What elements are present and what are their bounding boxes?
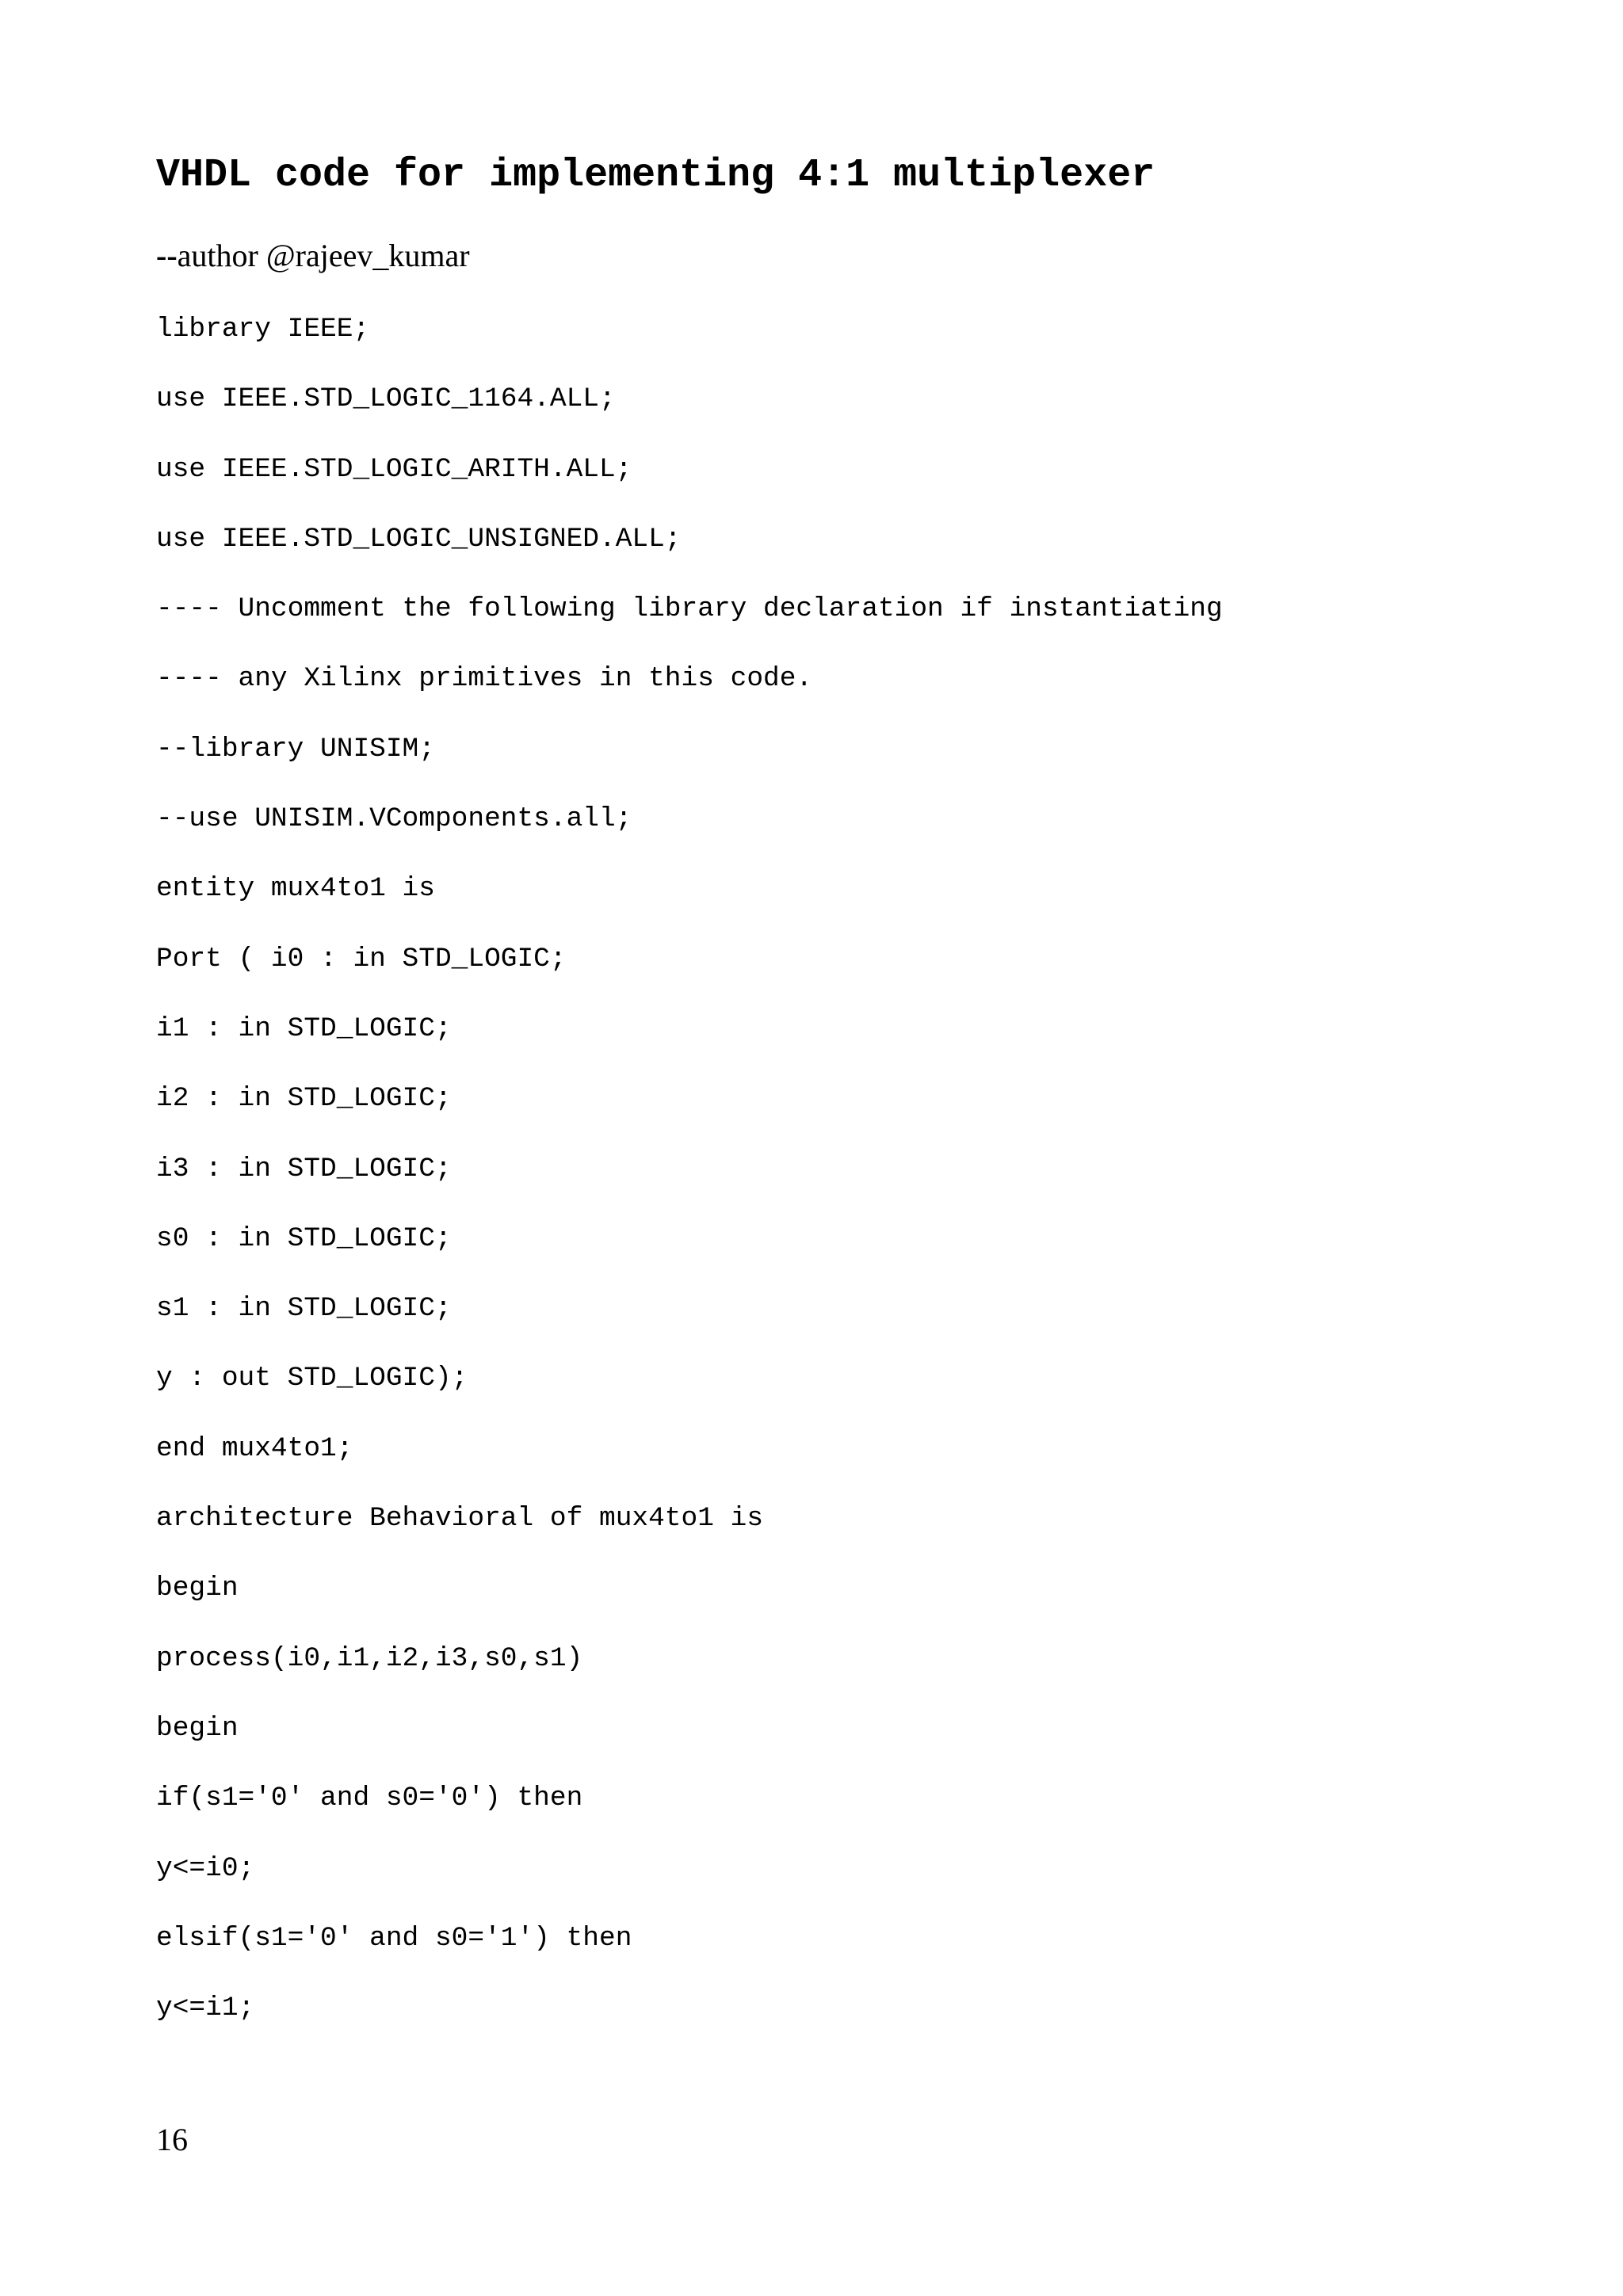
code-line: end mux4to1;	[156, 1432, 353, 1464]
author-comment-prefix: --	[156, 238, 178, 273]
code-line: --use UNISIM.VComponents.all;	[156, 803, 632, 835]
code-line: process(i0,i1,i2,i3,s0,s1)	[156, 1642, 583, 1674]
author-text: author @rajeev_kumar	[177, 238, 470, 273]
code-line: Port ( i0 : in STD_LOGIC;	[156, 943, 567, 974]
code-line: architecture Behavioral of mux4to1 is	[156, 1503, 764, 1535]
code-line: use IEEE.STD_LOGIC_ARITH.ALL;	[156, 453, 632, 485]
code-line: --library UNISIM;	[156, 733, 435, 765]
code-line: y : out STD_LOGIC);	[156, 1363, 468, 1394]
document-title: VHDL code for implementing 4:1 multiplexer	[156, 153, 1155, 198]
code-line: use IEEE.STD_LOGIC_UNSIGNED.ALL;	[156, 523, 682, 555]
code-listing	[156, 309, 1223, 2058]
code-line: y<=i0;	[156, 1852, 255, 1884]
code-line: i2 : in STD_LOGIC;	[156, 1083, 452, 1115]
code-line: elsif(s1='0' and s0='1') then	[156, 1922, 632, 1954]
page-number: 16	[156, 2122, 188, 2157]
code-line: ---- any Xilinx primitives in this code.	[156, 663, 813, 695]
code-line: s1 : in STD_LOGIC;	[156, 1293, 452, 1325]
code-line: i1 : in STD_LOGIC;	[156, 1013, 452, 1044]
code-line: library IEEE;	[156, 314, 370, 345]
code-line: s0 : in STD_LOGIC;	[156, 1222, 452, 1254]
code-line: use IEEE.STD_LOGIC_1164.ALL;	[156, 383, 616, 415]
code-line: entity mux4to1 is	[156, 873, 435, 905]
code-line: y<=i1;	[156, 1993, 255, 2024]
code-line: ---- Uncomment the following library declaration if instantiating	[156, 593, 1223, 625]
code-line: if(s1='0' and s0='0') then	[156, 1783, 583, 1814]
author-line	[156, 236, 470, 276]
code-line: i3 : in STD_LOGIC;	[156, 1153, 452, 1184]
code-line: begin	[156, 1712, 239, 1744]
code-line: begin	[156, 1573, 239, 1604]
